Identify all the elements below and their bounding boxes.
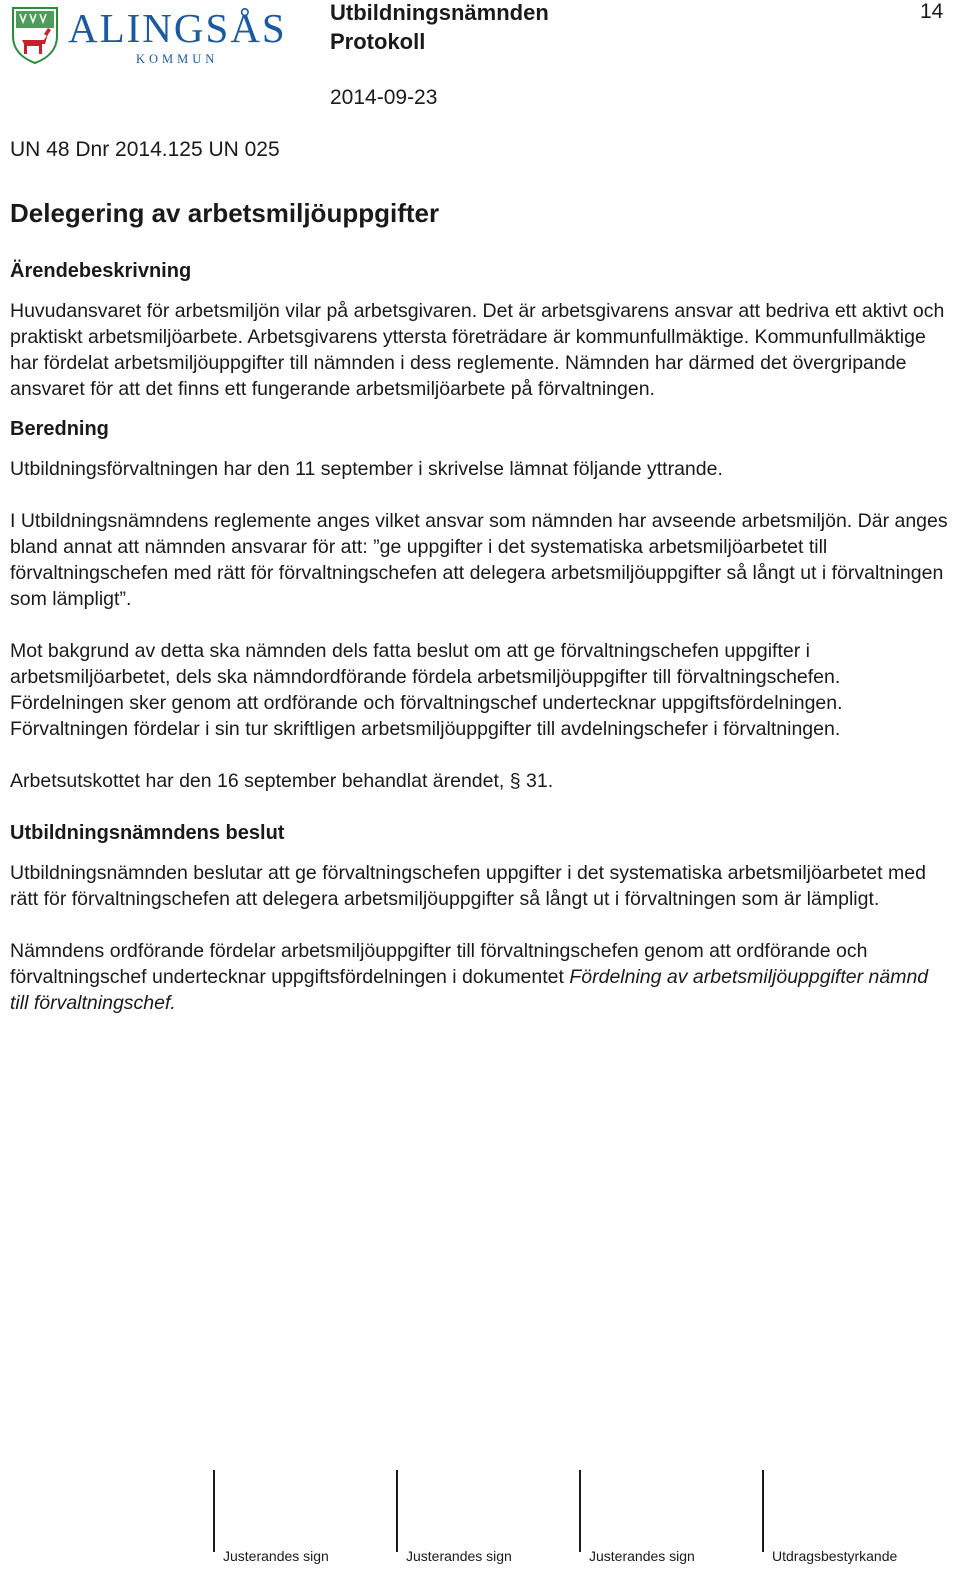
- section-heading-beredning: Beredning: [10, 418, 109, 440]
- signature-label: Justerandes sign: [589, 1548, 695, 1564]
- case-reference: UN 48 Dnr 2014.125 UN 025: [10, 138, 280, 161]
- signature-label: Justerandes sign: [406, 1548, 512, 1564]
- signature-divider: [579, 1470, 581, 1552]
- certification-label: Utdragsbestyrkande: [772, 1548, 898, 1564]
- signature-divider: [213, 1470, 215, 1552]
- logo-wordmark: ALINGSÅS: [68, 5, 287, 51]
- arendebeskrivning-text: Huvudansvaret för arbetsmiljön vilar på arbetsgivaren. Det är arbetsgivarens ansvar att bedriva ett aktivt och praktiskt arbetsmiljöarbete. Arbetsgivarens yttersta företrädare är kommunfullmäktige. Kommunfullmäktige har fördelat arbetsmiljöuppgifter till nämnden i dess reglemente. Nämnden har därmed det övergripande ansvaret för att det finns ett fungerande arbetsmiljöarbete på förvaltningen.: [10, 300, 945, 400]
- signature-label: Justerandes sign: [223, 1548, 329, 1564]
- logo-subtext: KOMMUN: [136, 52, 219, 66]
- signature-footer: [0, 1460, 960, 1587]
- beslut-paragraph: Utbildningsnämnden beslutar att ge förvaltningschefen uppgifter i det systematiska arbetsmiljöarbetet med rätt för förvaltningschefen att delegera arbetsmiljöuppgifter så långt ut i förvaltningen som är lämpligt.: [10, 862, 926, 910]
- page-header: [0, 0, 960, 120]
- beredning-paragraph: Utbildningsförvaltningen har den 11 september i skrivelse lämnat följande yttrande.: [10, 458, 723, 480]
- committee-name: Utbildningsnämnden: [330, 0, 549, 25]
- document-body: [10, 258, 950, 1042]
- signature-divider: [396, 1470, 398, 1552]
- section-heading-arendebeskrivning: Ärendebeskrivning: [10, 260, 192, 282]
- signature-divider: [762, 1470, 764, 1552]
- coat-of-arms-icon: [10, 6, 60, 64]
- section-heading-beslut: Utbildningsnämndens beslut: [10, 822, 285, 844]
- beredning-paragraph: Arbetsutskottet har den 16 september behandlat ärendet, § 31.: [10, 770, 554, 792]
- beredning-paragraph: Mot bakgrund av detta ska nämnden dels fatta beslut om att ge förvaltningschefen uppgifter i arbetsmiljöarbetet, dels ska nämndordförande fördela arbetsmiljöuppgifter till förvaltningschefen. Fördelningen sker genom att ordförande och förvaltningschef undertecknar uppgiftsfördelningen. Förvaltningen fördelar i sin tur skriftligen arbetsmiljöuppgifter till avdelningschefer i förvaltningen.: [10, 640, 843, 740]
- document-type: Protokoll: [330, 29, 426, 54]
- beredning-paragraph: I Utbildningsnämndens reglemente anges vilket ansvar som nämnden har avseende arbetsmiljön. Där anges bland annat att nämnden ansvarar för att: ”ge uppgifter i det systematiska arbetsmiljöarbetet till förvaltningschefen med rätt för förvaltningschefen att delegera arbetsmiljöuppgifter så långt ut i förvaltningen som lämpligt”.: [10, 510, 948, 610]
- referenced-document-title: Fördelning av arbetsmiljöuppgifter nämnd till förvaltningschef.: [10, 966, 929, 1014]
- page-number: 14: [920, 0, 944, 23]
- meeting-date: 2014-09-23: [330, 86, 438, 109]
- alingsas-logo: [10, 6, 290, 66]
- page-title: Delegering av arbetsmiljöuppgifter: [10, 198, 440, 228]
- beslut-paragraph: [10, 938, 950, 1016]
- beslut-paragraph-text: Nämndens ordförande fördelar arbetsmiljöuppgifter till förvaltningschefen genom att ordförande och förvaltningschef undertecknar uppgiftsfördelningen i dokumentet: [10, 940, 868, 988]
